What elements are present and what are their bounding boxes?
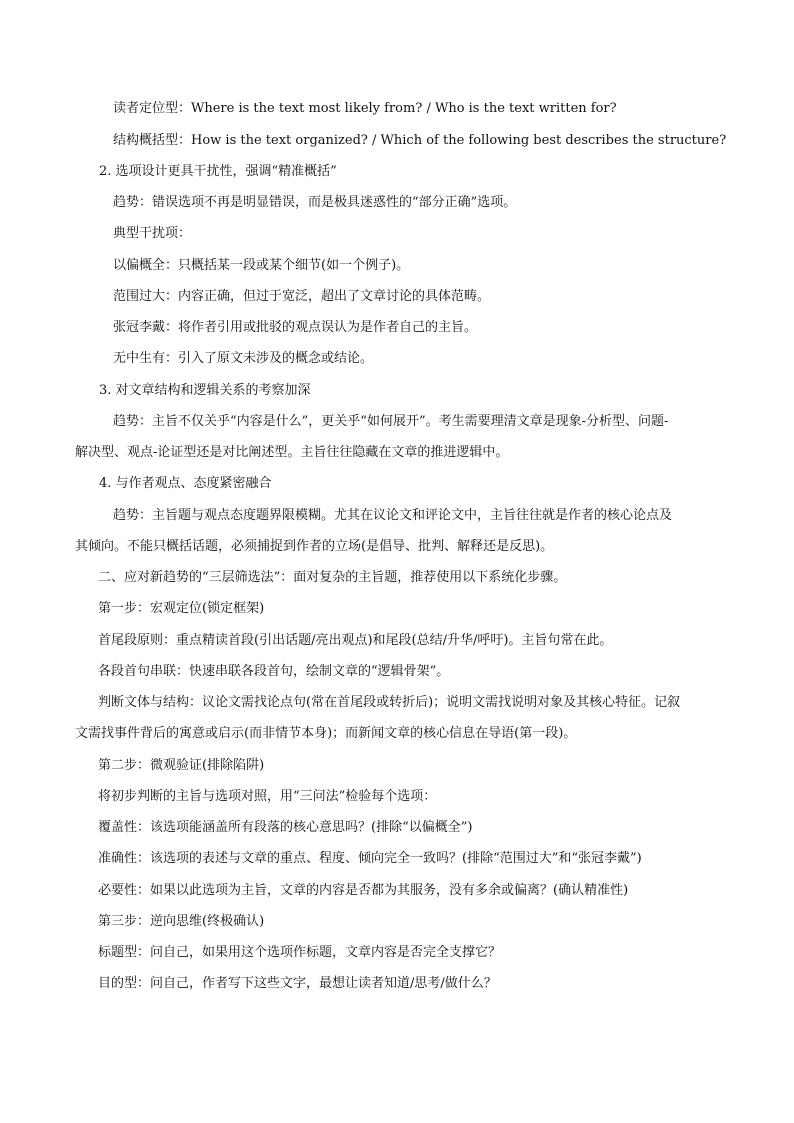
first-last-paragraph-rule: 首尾段原则：重点精读首段(引出话题/亮出观点)和尾段(总结/升华/呼吁)。主旨句常在此。 [98,633,613,648]
reader-positioning-type: 读者定位型：Where is the text most likely from? / Who is the text written for? [113,101,617,116]
trend-text-4-line2: 其倾向。不能只概括话题，必须捕捉到作者的立场(是倡导、批判、解释还是反思)。 [75,539,554,554]
trend-text-3-line2: 解决型、观点-论证型还是对比阐述型。主旨往往隐藏在文章的推进逻辑中。 [75,445,509,460]
necessity-check: 必要性：如果以此选项为主旨，文章的内容是否都为其服务，没有多余或偏离？(确认精准性) [98,883,629,898]
typical-distractors-label: 典型干扰项： [113,226,192,241]
genre-structure-line1: 判断文体与结构：议论文需找论点句(常在首尾段或转折后)；说明文需找说明对象及其核心特征。记叙 [98,695,681,710]
trend-text-2: 趋势：错误选项不再是明显错误，而是极具迷惑性的“部分正确”选项。 [113,195,517,210]
purpose-type-check: 目的型：问自己，作者写下这些文字，最想让读者知道/思考/做什么？ [98,976,497,991]
distractor-misattribution: 张冠李戴：将作者引用或批驳的观点误认为是作者自己的主旨。 [113,320,478,335]
heading-3-structure-logic: 3. 对文章结构和逻辑关系的考察加深 [99,383,311,398]
step-two-heading: 第二步：微观验证(排除陷阱) [98,758,265,773]
first-sentence-link: 各段首句串联：快速串联各段首句，绘制文章的“逻辑骨架”。 [98,664,450,679]
trend-text-3-line1: 趋势：主旨不仅关乎“内容是什么”，更关乎“如何展开”。考生需要理清文章是现象-分析型、问题- [113,414,669,429]
distractor-partial: 以偏概全：只概括某一段或某个细节(如一个例子)。 [113,258,410,273]
genre-structure-line2: 文需找事件背后的寓意或启示(而非情节本身)；而新闻文章的核心信息在导语(第一段)。 [75,726,577,741]
section-two-heading: 二、应对新趋势的“三层筛选法”：面对复杂的主旨题，推荐使用以下系统化步骤。 [98,570,567,585]
step-three-heading: 第三步：逆向思维(终极确认) [98,914,265,929]
accuracy-check: 准确性：该选项的表述与文章的重点、程度、倾向完全一致吗？(排除“范围过大”和“张冠李戴”) [98,851,642,866]
heading-2-option-design: 2. 选项设计更具干扰性，强调“精准概括” [99,164,337,179]
structure-summary-type: 结构概括型：How is the text organized? / Which of the following best describes the structure? [113,133,727,148]
distractor-too-broad: 范围过大：内容正确，但过于宽泛，超出了文章讨论的具体范畴。 [113,289,491,304]
trend-text-4-line1: 趋势：主旨题与观点态度题界限模糊。尤其在议论文和评论文中，主旨往往就是作者的核心论点及 [113,508,673,523]
heading-4-author-view: 4. 与作者观点、态度紧密融合 [99,476,272,491]
distractor-fabrication: 无中生有：引入了原文未涉及的概念或结论。 [113,351,374,366]
coverage-check: 覆盖性：该选项能涵盖所有段落的核心意思吗？(排除“以偏概全”) [98,820,473,835]
three-question-intro: 将初步判断的主旨与选项对照，用“三问法”检验每个选项： [98,789,437,804]
title-type-check: 标题型：问自己，如果用这个选项作标题，文章内容是否完全支撑它？ [98,945,502,960]
step-one-heading: 第一步：宏观定位(锁定框架) [98,601,265,616]
